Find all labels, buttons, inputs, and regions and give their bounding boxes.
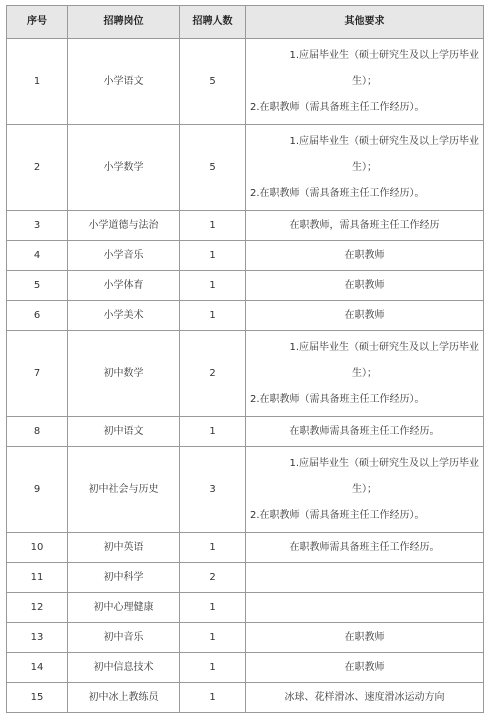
cell-requirements <box>246 125 484 211</box>
cell-count: 1 <box>180 623 246 653</box>
cell-requirements <box>246 653 484 683</box>
requirement-line: 在职教师，需具备班主任工作经历 <box>289 219 440 231</box>
header-count: 招聘人数 <box>180 6 246 39</box>
cell-count: 1 <box>180 417 246 447</box>
requirement-line: 1.应届毕业生（硕士研究生及以上学历毕业 <box>289 135 479 147</box>
cell-serial-no: 11 <box>7 563 68 593</box>
requirement-line: 在职教师需具备班主任工作经历。 <box>289 541 440 553</box>
cell-serial-no: 7 <box>7 331 68 417</box>
requirement-line: 生）； <box>352 75 377 87</box>
requirement-line: 1.应届毕业生（硕士研究生及以上学历毕业 <box>289 457 479 469</box>
cell-requirements <box>246 271 484 301</box>
cell-serial-no: 4 <box>7 241 68 271</box>
cell-position: 初中语文 <box>68 417 180 447</box>
requirement-line: 1.应届毕业生（硕士研究生及以上学历毕业 <box>289 49 479 61</box>
cell-count: 1 <box>180 653 246 683</box>
requirement-line: 1.应届毕业生（硕士研究生及以上学历毕业 <box>289 341 479 353</box>
table-row <box>7 39 484 125</box>
cell-position: 初中心理健康 <box>68 593 180 623</box>
recruitment-table <box>6 5 484 713</box>
cell-count: 2 <box>180 563 246 593</box>
cell-serial-no: 8 <box>7 417 68 447</box>
requirement-line: 2.在职教师（需具备班主任工作经历）。 <box>250 101 425 113</box>
table-row <box>7 623 484 653</box>
cell-position: 初中数学 <box>68 331 180 417</box>
cell-serial-no: 5 <box>7 271 68 301</box>
cell-position: 小学美术 <box>68 301 180 331</box>
cell-position: 小学音乐 <box>68 241 180 271</box>
cell-position: 初中音乐 <box>68 623 180 653</box>
requirement-line: 冰球、花样滑冰、速度滑冰运动方向 <box>284 691 445 703</box>
cell-position: 初中冰上教练员 <box>68 683 180 713</box>
cell-serial-no: 14 <box>7 653 68 683</box>
table-row <box>7 417 484 447</box>
requirement-line: 在职教师 <box>344 309 385 321</box>
cell-serial-no: 3 <box>7 211 68 241</box>
requirement-line: 在职教师 <box>344 279 385 291</box>
cell-serial-no: 6 <box>7 301 68 331</box>
cell-requirements <box>246 331 484 417</box>
cell-serial-no: 1 <box>7 39 68 125</box>
header-requirements: 其他要求 <box>246 6 484 39</box>
cell-requirements <box>246 447 484 533</box>
cell-position: 小学语文 <box>68 39 180 125</box>
cell-requirements <box>246 533 484 563</box>
cell-position: 小学数学 <box>68 125 180 211</box>
cell-count: 1 <box>180 271 246 301</box>
requirement-line: 在职教师 <box>344 661 385 673</box>
cell-position: 小学道德与法治 <box>68 211 180 241</box>
cell-count: 1 <box>180 241 246 271</box>
table-row <box>7 211 484 241</box>
requirement-line: 在职教师 <box>344 249 385 261</box>
cell-serial-no: 9 <box>7 447 68 533</box>
cell-count: 5 <box>180 125 246 211</box>
table-row <box>7 301 484 331</box>
cell-requirements <box>246 417 484 447</box>
table-row <box>7 271 484 301</box>
cell-requirements <box>246 683 484 713</box>
requirement-line: 在职教师需具备班主任工作经历。 <box>289 425 440 437</box>
table-body <box>7 39 484 713</box>
cell-serial-no: 12 <box>7 593 68 623</box>
table-row <box>7 563 484 593</box>
table-row <box>7 241 484 271</box>
cell-count: 5 <box>180 39 246 125</box>
cell-count: 2 <box>180 331 246 417</box>
cell-position: 初中科学 <box>68 563 180 593</box>
table-header-row <box>7 6 484 39</box>
cell-requirements <box>246 211 484 241</box>
table-row <box>7 683 484 713</box>
table-row <box>7 533 484 563</box>
cell-position: 初中英语 <box>68 533 180 563</box>
cell-count: 1 <box>180 533 246 563</box>
cell-count: 1 <box>180 301 246 331</box>
requirement-line: 生）； <box>352 483 377 495</box>
table-row <box>7 447 484 533</box>
requirement-line: 2.在职教师（需具备班主任工作经历）。 <box>250 187 425 199</box>
cell-position: 小学体育 <box>68 271 180 301</box>
cell-requirements <box>246 563 484 593</box>
requirement-line: 在职教师 <box>344 631 385 643</box>
requirement-line: 2.在职教师（需具备班主任工作经历）。 <box>250 393 425 405</box>
header-position: 招聘岗位 <box>68 6 180 39</box>
cell-serial-no: 2 <box>7 125 68 211</box>
header-serial-no: 序号 <box>7 6 68 39</box>
table-row <box>7 331 484 417</box>
cell-requirements <box>246 39 484 125</box>
cell-position: 初中社会与历史 <box>68 447 180 533</box>
cell-count: 3 <box>180 447 246 533</box>
table-row <box>7 125 484 211</box>
cell-count: 1 <box>180 683 246 713</box>
table-row <box>7 593 484 623</box>
cell-position: 初中信息技术 <box>68 653 180 683</box>
cell-serial-no: 13 <box>7 623 68 653</box>
table-row <box>7 653 484 683</box>
cell-requirements <box>246 301 484 331</box>
requirement-line: 2.在职教师（需具备班主任工作经历）。 <box>250 509 425 521</box>
requirement-line: 生）； <box>352 161 377 173</box>
cell-requirements <box>246 241 484 271</box>
cell-count: 1 <box>180 211 246 241</box>
requirement-line: 生）； <box>352 367 377 379</box>
cell-requirements <box>246 623 484 653</box>
cell-requirements <box>246 593 484 623</box>
cell-count: 1 <box>180 593 246 623</box>
cell-serial-no: 15 <box>7 683 68 713</box>
cell-serial-no: 10 <box>7 533 68 563</box>
